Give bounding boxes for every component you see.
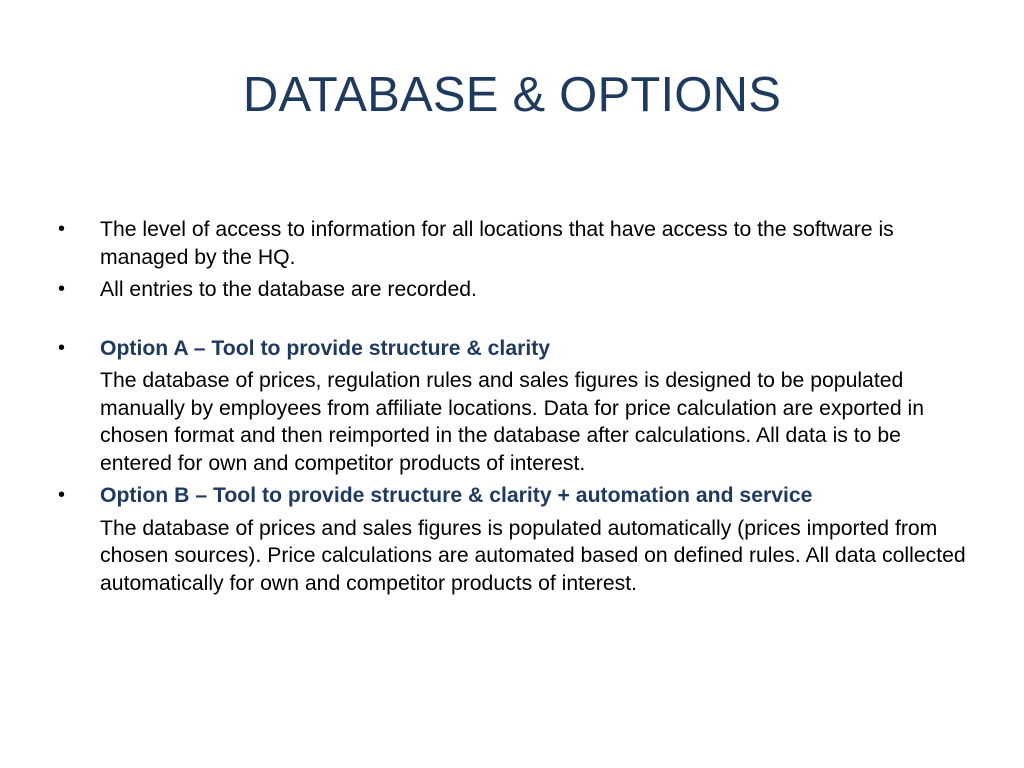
bullet-text: The level of access to information for all locations that have access to the software is managed by the HQ. [100, 218, 894, 269]
bullet-item-access [58, 216, 968, 271]
option-b [58, 482, 968, 510]
option-a [58, 335, 968, 363]
bullet-icon: • [58, 218, 66, 240]
slide-title: DATABASE & OPTIONS [242, 68, 782, 122]
option-a-heading: Option A – Tool to provide structure & clarity [100, 336, 551, 360]
option-b-heading: Option B – Tool to provide structure & clarity + automation and service [100, 484, 813, 507]
bullet-icon: • [58, 336, 66, 359]
option-a-description: The database of prices, regulation rules and sales figures is designed to be populated manually by employees from affiliate locations. Data for price calculation are exported in chosen format and then reimported in the database after calculations. All data is to be entered for own and competitor products of interest. [100, 369, 924, 475]
bullet-text: All entries to the database are recorded. [100, 278, 477, 301]
slide-body [58, 216, 968, 597]
bullet-item-entries [58, 276, 968, 304]
option-b-description: The database of prices and sales figures is populated automatically (prices imported from chosen sources). Price calculations are automated based on defined rules. All data collected automatically for own and competitor products of interest. [100, 516, 966, 595]
bullet-icon: • [58, 484, 66, 506]
bullet-icon: • [58, 278, 66, 300]
